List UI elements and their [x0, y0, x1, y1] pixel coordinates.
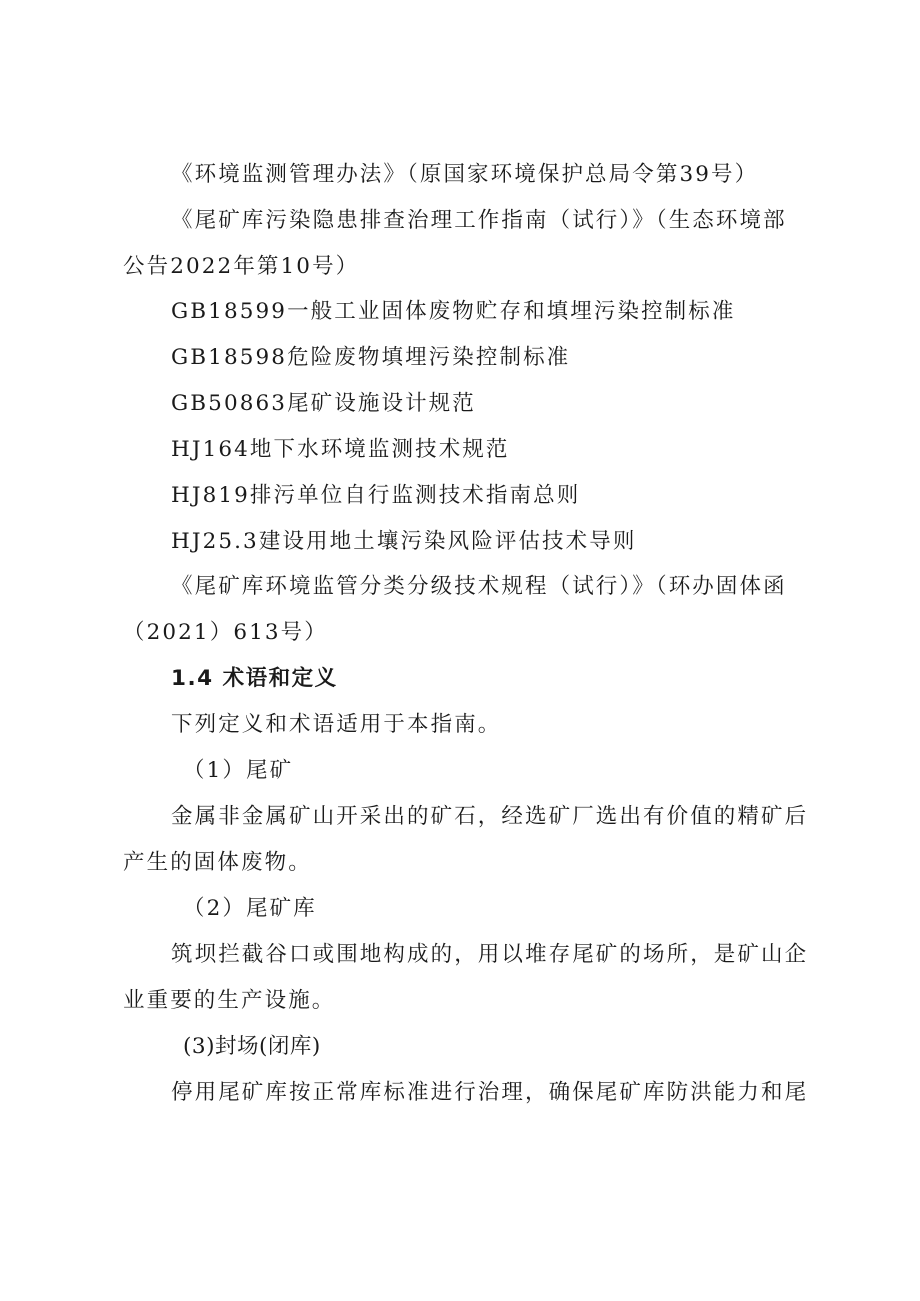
term-3-definition: 停用尾矿库按正常库标准进行治理，确保尾矿库防洪能力和尾: [171, 1080, 809, 1105]
term-2-label: （2）尾矿库: [183, 896, 317, 921]
term-3-label: (3)封场(闭库): [183, 1034, 321, 1059]
reference-tailings-classification-cont: （2021）613号）: [123, 620, 328, 645]
reference-environmental-monitoring-measures: 《环境监测管理办法》（原国家环境保护总局令第39号）: [171, 162, 759, 187]
reference-tailings-classification: 《尾矿库环境监管分类分级技术规程（试行）》（环办固体函: [171, 574, 787, 599]
reference-tailings-pollution-guide-cont: 公告2022年第10号）: [123, 254, 360, 279]
reference-gb50863: GB50863尾矿设施设计规范: [171, 391, 476, 416]
reference-hj164: HJ164地下水环境监测技术规范: [171, 437, 510, 462]
reference-hj25-3: HJ25.3建设用地土壤污染风险评估技术导则: [171, 529, 637, 554]
term-1-label: （1）尾矿: [183, 758, 294, 783]
reference-hj819: HJ819排污单位自行监测技术指南总则: [171, 483, 581, 508]
section-heading: 1.4 术语和定义: [171, 666, 338, 691]
reference-gb18598: GB18598危险废物填埋污染控制标准: [171, 345, 571, 370]
term-2-definition-cont: 业重要的生产设施。: [123, 988, 336, 1013]
term-2-definition: 筑坝拦截谷口或围地构成的，用以堆存尾矿的场所，是矿山企: [171, 942, 809, 967]
term-1-definition-cont: 产生的固体废物。: [123, 850, 312, 875]
reference-tailings-pollution-guide: 《尾矿库污染隐患排查治理工作指南（试行）》（生态环境部: [171, 208, 787, 233]
section-intro: 下列定义和术语适用于本指南。: [171, 712, 502, 737]
reference-gb18599: GB18599一般工业固体废物贮存和填埋污染控制标准: [171, 299, 736, 324]
term-1-definition: 金属非金属矿山开采出的矿石，经选矿厂选出有价值的精矿后: [171, 804, 809, 829]
